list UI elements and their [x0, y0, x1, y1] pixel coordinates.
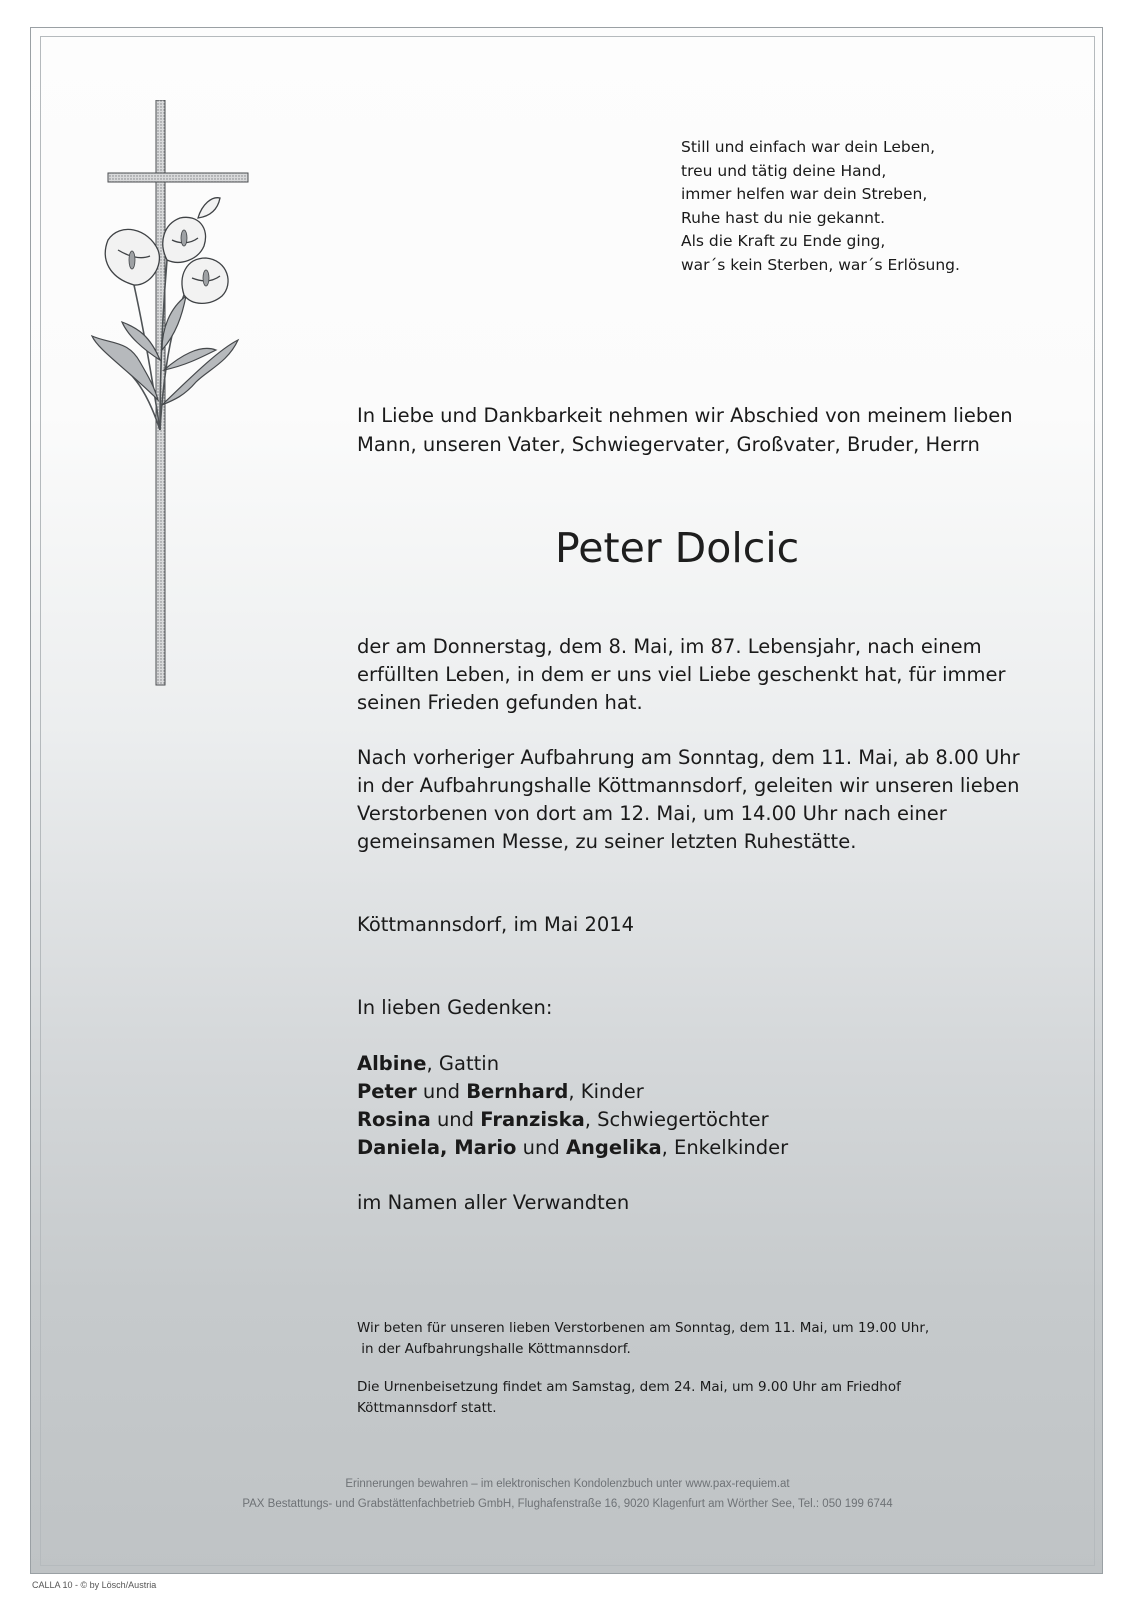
paragraph-line: Nach vorheriger Aufbahrung am Sonntag, dem 11. Mai, ab 8.00 Uhr [357, 746, 1020, 769]
poem-line: Ruhe hast du nie gekannt. [681, 208, 885, 227]
relatives-line [357, 1189, 1077, 1217]
poem-line: Still und einfach war dein Leben, [681, 138, 936, 156]
death-paragraph [357, 633, 1077, 717]
mourner-relation: , Enkelkinder [661, 1136, 789, 1159]
footer-company: PAX Bestattungs- und Grabstättenfachbetrieb GmbH, Flughafenstraße 16, 9020 Klagenfurt am Wörther See, Tel.: 050 199 6744 [242, 1498, 893, 1510]
mourners-list [357, 1050, 1077, 1162]
intro-line: In Liebe und Dankbarkeit nehmen wir Abschied von meinem lieben [357, 404, 1013, 427]
funeral-paragraph [357, 744, 1077, 856]
mourner-name: Peter [357, 1080, 417, 1103]
mourner-connector: und [516, 1136, 566, 1159]
mourner-name: Albine [357, 1052, 427, 1075]
cross-with-calla-lilies-icon [88, 100, 258, 690]
footer-condolence: Erinnerungen bewahren – im elektronischen Kondolenzbuch unter www.pax-requiem.at [345, 1478, 790, 1490]
paragraph-line: in der Aufbahrungshalle Köttmannsdorf, geleiten wir unseren lieben [357, 774, 1020, 797]
mourner-name: Mario [454, 1136, 517, 1159]
paragraph-line: Verstorbenen von dort am 12. Mai, um 14.00 Uhr nach einer [357, 802, 947, 825]
mourner-name: Rosina [357, 1108, 431, 1131]
intro-line: Mann, unseren Vater, Schwiegervater, Großvater, Bruder, Herrn [357, 432, 980, 456]
notice-line: Die Urnenbeisetzung findet am Samstag, dem 24. Mai, um 9.00 Uhr am Friedhof [357, 1379, 901, 1395]
place-date-line: Köttmannsdorf, im Mai 2014 [357, 913, 635, 936]
place-date [357, 911, 1077, 939]
urn-notice [357, 1377, 1077, 1419]
poem-line: war´s kein Sterben, war´s Erlösung. [681, 255, 960, 274]
paragraph-line: der am Donnerstag, dem 8. Mai, im 87. Lebensjahr, nach einem [357, 635, 982, 658]
mourner-relation: , Kinder [568, 1080, 644, 1103]
mourner-row [357, 1134, 1077, 1162]
copyright-note: CALLA 10 - © by Lösch/Austria [32, 1580, 157, 1590]
relatives-text: im Namen aller Verwandten [357, 1191, 630, 1214]
mourner-separator: , [439, 1136, 455, 1159]
poem [681, 136, 1011, 277]
poem-line: treu und tätig deine Hand, [681, 161, 887, 180]
mourner-name: Bernhard [466, 1080, 569, 1103]
intro-paragraph [357, 402, 1057, 459]
paragraph-line: seinen Frieden gefunden hat. [357, 691, 643, 714]
mourner-row [357, 1078, 1077, 1106]
gedenken-heading [357, 994, 1077, 1022]
notice-line: Wir beten für unseren lieben Verstorbenen am Sonntag, dem 11. Mai, um 19.00 Uhr, [357, 1320, 930, 1336]
mourner-row [357, 1106, 1077, 1134]
mourner-name: Franziska [480, 1108, 585, 1131]
paragraph-line: gemeinsamen Messe, zu seiner letzten Ruhestätte. [357, 830, 857, 853]
gedenken-heading-line: In lieben Gedenken: [357, 996, 553, 1019]
mourner-connector: und [416, 1080, 467, 1103]
mourner-relation: , Gattin [426, 1052, 500, 1075]
prayer-notice [357, 1318, 1077, 1360]
mourner-connector: und [430, 1108, 481, 1131]
poem-line: Als die Kraft zu Ende ging, [681, 232, 886, 250]
poem-line: immer helfen war dein Streben, [681, 185, 928, 203]
notice-line: in der Aufbahrungshalle Köttmannsdorf. [357, 1341, 631, 1357]
mourner-row [357, 1050, 1077, 1078]
mourner-name: Daniela [357, 1136, 440, 1159]
deceased-name: Peter Dolcic [555, 524, 800, 572]
mourner-relation: , Schwiegertöchter [584, 1108, 769, 1131]
paragraph-line: erfüllten Leben, in dem er uns viel Liebe geschenkt hat, für immer [357, 663, 1006, 686]
mourner-name: Angelika [565, 1136, 662, 1159]
notice-line: Köttmannsdorf statt. [357, 1400, 497, 1416]
